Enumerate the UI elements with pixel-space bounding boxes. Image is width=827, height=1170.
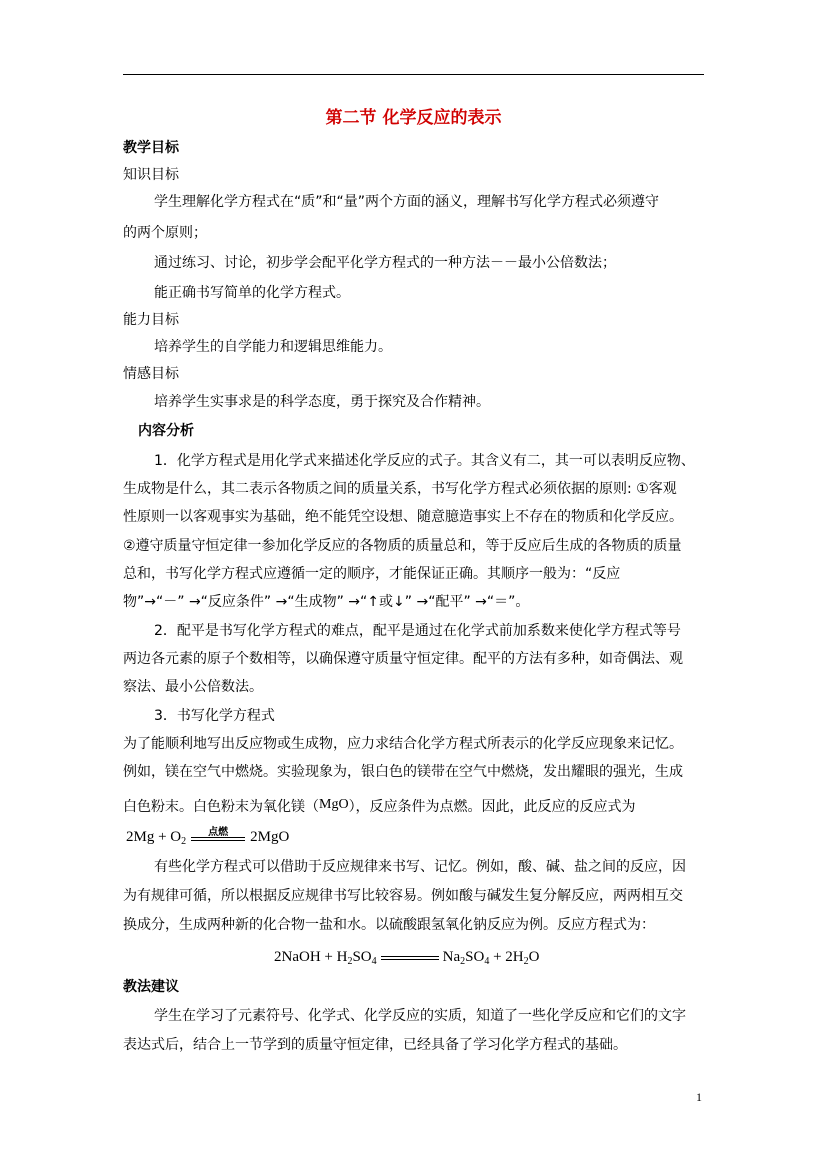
equation-sign xyxy=(189,828,247,842)
paragraph-line: 换成分，生成两种新的化合物一盐和水。以硫酸跟氢氧化钠反应为例。反应方程式为： xyxy=(123,917,655,933)
subscript: 2 xyxy=(523,956,529,967)
equation-right: 2MgO xyxy=(250,829,290,845)
page-title: 第二节 化学反应的表示 xyxy=(325,108,502,128)
heading-emotion-goals: 情感目标 xyxy=(123,366,179,382)
text-run: ），反应条件为点燃。因此，此反应的反应式为 xyxy=(348,799,636,815)
equation-left: 2Mg + O xyxy=(126,829,182,845)
equation-term: + 2H xyxy=(489,949,524,965)
paragraph-line: 两边各元素的原子个数相等，以确保遵守质量守恒定律。配平的方法有多种，如奇偶法、观 xyxy=(123,651,683,667)
paragraph-line: 性原则一以客观事实为基础，绝不能凭空设想、随意臆造事实上不存在的物质和化学反应。 xyxy=(123,509,683,525)
subscript: 2 xyxy=(181,836,187,847)
paragraph-line: 的两个原则； xyxy=(123,225,207,241)
equation-mg-combustion xyxy=(126,828,289,846)
paragraph-line: 通过练习、讨论，初步学会配平化学方程式的一种方法－－最小公倍数法； xyxy=(154,255,616,271)
paragraph-line: 为了能顺利地写出反应物或生成物，应力求结合化学方程式所表示的化学反应现象来记忆。 xyxy=(123,736,683,752)
subscript: 2 xyxy=(347,956,353,967)
paragraph-line: 例如，镁在空气中燃烧。实验现象为，银白色的镁带在空气中燃烧，发出耀眼的强光，生成 xyxy=(123,764,683,780)
equation-neutralization xyxy=(274,948,539,966)
paragraph-line: 察法、最小公倍数法。 xyxy=(123,679,263,695)
subscript: 2 xyxy=(460,956,466,967)
text-run: 白色粉末。白色粉末为氧化镁（ xyxy=(123,799,319,815)
equation-term: SO xyxy=(352,949,372,965)
subscript: 4 xyxy=(484,956,490,967)
heading-knowledge-goals: 知识目标 xyxy=(123,167,179,183)
reaction-condition: 点燃 xyxy=(208,827,229,838)
equation-term: Na xyxy=(442,949,461,965)
heading-ability-goals: 能力目标 xyxy=(123,312,179,328)
paragraph-line xyxy=(123,796,636,816)
paragraph-line: 生成物是什么，其二表示各物质之间的质量关系，书写化学方程式必须依据的原则: ①客观 xyxy=(123,481,677,497)
page-number: 1 xyxy=(696,1090,702,1104)
paragraph-line: 学生在学习了元素符号、化学式、化学反应的实质，知道了一些化学反应和它们的文字 xyxy=(154,1008,686,1024)
heading-teaching-goals: 教学目标 xyxy=(123,140,179,156)
heading-teaching-method: 教法建议 xyxy=(123,979,179,995)
paragraph-line: 学生理解化学方程式在“质”和“量”两个方面的涵义，理解书写化学方程式必须遵守 xyxy=(154,194,660,210)
paragraph-line: 物”→“－” →“反应条件” →“生成物” →“↑或↓” →“配平” →“＝”。 xyxy=(123,594,530,610)
equation-sign xyxy=(381,950,439,962)
paragraph-line: 培养学生的自学能力和逻辑思维能力。 xyxy=(154,339,392,355)
equation-term: SO xyxy=(465,949,485,965)
paragraph-line: 表达式后，结合上一节学到的质量守恒定律，已经具备了学习化学方程式的基础。 xyxy=(123,1037,627,1053)
paragraph-line: 有些化学方程式可以借助于反应规律来书写、记忆。例如，酸、碱、盐之间的反应，因 xyxy=(154,859,686,875)
paragraph-line: 为有规律可循，所以根据反应规律书写比较容易。例如酸与碱发生复分解反应，两两相互交 xyxy=(123,888,683,904)
equation-term: O xyxy=(528,949,540,965)
paragraph-line: ②遵守质量守恒定律一参加化学反应的各物质的质量总和，等于反应后生成的各物质的质量 xyxy=(123,538,682,554)
paragraph-line: 培养学生实事求是的科学态度，勇于探究及合作精神。 xyxy=(154,394,490,410)
paragraph-line: 3．书写化学方程式 xyxy=(154,708,275,724)
equation-term: 2NaOH + H xyxy=(274,949,348,965)
paragraph-line: 能正确书写简单的化学方程式。 xyxy=(154,285,350,301)
paragraph-line: 总和，书写化学方程式应遵循一定的顺序，才能保证正确。其顺序一般为：“反应 xyxy=(123,566,621,582)
header-rule xyxy=(123,74,704,75)
formula-mgo: MgO xyxy=(319,797,349,812)
paragraph-line: 2．配平是书写化学方程式的难点，配平是通过在化学式前加系数来使化学方程式等号 xyxy=(154,623,681,639)
paragraph-line: 1．化学方程式是用化学式来描述化学反应的式子。其含义有二，其一可以表明反应物、 xyxy=(154,453,695,469)
heading-content-analysis: 内容分析 xyxy=(138,423,194,439)
subscript: 4 xyxy=(371,956,377,967)
